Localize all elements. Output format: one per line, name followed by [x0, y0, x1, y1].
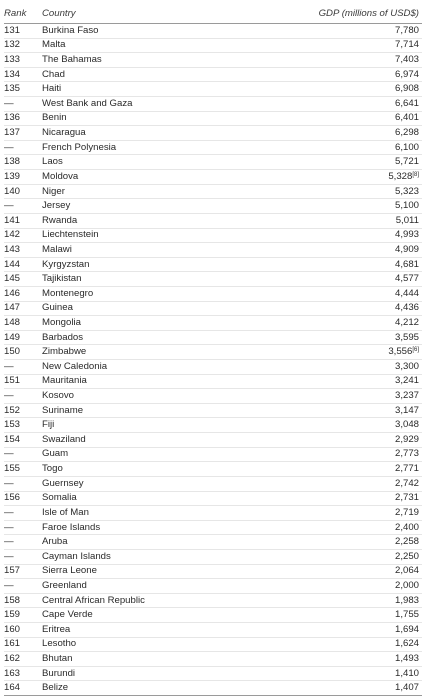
gdp-cell — [232, 535, 422, 550]
country-cell: Kyrgyzstan — [42, 257, 232, 272]
table-row — [4, 549, 422, 564]
table-row — [4, 199, 422, 214]
rank-cell: — — [4, 97, 42, 112]
gdp-value: 2,731 — [394, 492, 419, 504]
rank-cell: 142 — [4, 228, 42, 243]
rank-cell: 163 — [4, 666, 42, 681]
rank-cell: 156 — [4, 491, 42, 506]
rank-cell: 151 — [4, 374, 42, 389]
rank-cell: 148 — [4, 316, 42, 331]
country-cell: Eritrea — [42, 622, 232, 637]
table-row — [4, 622, 422, 637]
gdp-cell — [232, 447, 422, 462]
country-cell: Guam — [42, 447, 232, 462]
country-cell: Bhutan — [42, 652, 232, 667]
gdp-value: 3,556 — [388, 346, 413, 358]
table-row — [4, 345, 422, 360]
table-row — [4, 213, 422, 228]
rank-cell: — — [4, 447, 42, 462]
country-cell: Suriname — [42, 403, 232, 418]
gdp-value: 4,436 — [394, 302, 419, 314]
gdp-value: 3,237 — [394, 390, 419, 402]
country-cell: Chad — [42, 67, 232, 82]
table-header — [4, 4, 422, 24]
table-row — [4, 111, 422, 126]
rank-cell: 143 — [4, 243, 42, 258]
gdp-cell — [232, 476, 422, 491]
country-cell: Montenegro — [42, 286, 232, 301]
gdp-ranking-table — [4, 4, 422, 696]
gdp-value: 6,100 — [394, 141, 419, 153]
country-cell: Fiji — [42, 418, 232, 433]
country-cell: Rwanda — [42, 213, 232, 228]
country-cell: Lesotho — [42, 637, 232, 652]
gdp-cell — [232, 491, 422, 506]
gdp-cell — [232, 53, 422, 68]
rank-cell: 162 — [4, 652, 42, 667]
gdp-cell — [232, 418, 422, 433]
gdp-value: 2,250 — [394, 550, 419, 562]
gdp-value: 5,721 — [394, 156, 419, 168]
rank-cell: 136 — [4, 111, 42, 126]
country-cell: Haiti — [42, 82, 232, 97]
gdp-value: 2,400 — [394, 521, 419, 533]
country-cell: Cayman Islands — [42, 549, 232, 564]
country-cell: Cape Verde — [42, 608, 232, 623]
gdp-value: 2,000 — [394, 579, 419, 591]
gdp-value: 2,929 — [394, 433, 419, 445]
country-cell: Guinea — [42, 301, 232, 316]
gdp-cell — [232, 608, 422, 623]
table-row — [4, 170, 422, 185]
gdp-cell — [232, 257, 422, 272]
rank-cell: — — [4, 506, 42, 521]
country-cell: Zimbabwe — [42, 345, 232, 360]
gdp-value: 4,212 — [394, 316, 419, 328]
country-cell: Laos — [42, 155, 232, 170]
table-row — [4, 637, 422, 652]
rank-cell: — — [4, 389, 42, 404]
gdp-value: 1,694 — [394, 623, 419, 635]
table-row — [4, 82, 422, 97]
table-row — [4, 243, 422, 258]
gdp-cell — [232, 82, 422, 97]
table-row — [4, 301, 422, 316]
gdp-cell — [232, 301, 422, 316]
country-cell: Somalia — [42, 491, 232, 506]
gdp-cell — [232, 637, 422, 652]
rank-cell: 160 — [4, 622, 42, 637]
gdp-value: 1,493 — [394, 653, 419, 664]
country-cell: Faroe Islands — [42, 520, 232, 535]
rank-cell: 149 — [4, 330, 42, 345]
country-cell: Guernsey — [42, 476, 232, 491]
rank-cell: 131 — [4, 24, 42, 39]
gdp-value: 2,771 — [394, 463, 419, 475]
rank-cell: 137 — [4, 126, 42, 141]
rank-cell: 150 — [4, 345, 42, 360]
gdp-value: 1,624 — [394, 638, 419, 650]
gdp-value: 6,908 — [394, 83, 419, 95]
country-cell: Togo — [42, 462, 232, 477]
gdp-cell — [232, 111, 422, 126]
table-row — [4, 257, 422, 272]
rank-cell: — — [4, 360, 42, 375]
country-cell: Sierra Leone — [42, 564, 232, 579]
gdp-value: 7,403 — [394, 54, 419, 66]
table-row — [4, 652, 422, 667]
table-row — [4, 67, 422, 82]
gdp-cell — [232, 272, 422, 287]
gdp-value: 4,444 — [394, 287, 419, 299]
rank-cell: 161 — [4, 637, 42, 652]
rank-cell: — — [4, 549, 42, 564]
country-cell: West Bank and Gaza — [42, 97, 232, 112]
gdp-value: 4,909 — [394, 243, 419, 255]
country-cell: Niger — [42, 184, 232, 199]
gdp-cell — [232, 593, 422, 608]
table-row — [4, 579, 422, 594]
table-row — [4, 564, 422, 579]
gdp-value: 7,714 — [394, 39, 419, 51]
country-cell: Moldova — [42, 170, 232, 185]
table-row — [4, 403, 422, 418]
country-cell: Burkina Faso — [42, 24, 232, 39]
gdp-cell — [232, 67, 422, 82]
rank-cell: 139 — [4, 170, 42, 185]
gdp-value: 2,719 — [394, 506, 419, 518]
table-row — [4, 374, 422, 389]
gdp-cell — [232, 579, 422, 594]
country-cell: Swaziland — [42, 433, 232, 448]
gdp-cell — [232, 403, 422, 418]
gdp-cell — [232, 564, 422, 579]
country-cell: Aruba — [42, 535, 232, 550]
table-row — [4, 535, 422, 550]
gdp-cell — [232, 213, 422, 228]
table-row — [4, 389, 422, 404]
country-cell: Tajikistan — [42, 272, 232, 287]
rank-cell: 154 — [4, 433, 42, 448]
rank-cell: 135 — [4, 82, 42, 97]
gdp-value: 7,780 — [394, 24, 419, 36]
gdp-cell — [232, 97, 422, 112]
table-row — [4, 447, 422, 462]
table-row — [4, 476, 422, 491]
gdp-cell — [232, 184, 422, 199]
rank-cell: 146 — [4, 286, 42, 301]
country-cell: Malawi — [42, 243, 232, 258]
rank-cell: 141 — [4, 213, 42, 228]
rank-cell: 138 — [4, 155, 42, 170]
gdp-cell — [232, 24, 422, 39]
country-cell: Jersey — [42, 199, 232, 214]
country-cell: Central African Republic — [42, 593, 232, 608]
table-row — [4, 184, 422, 199]
country-cell: Kosovo — [42, 389, 232, 404]
table-row — [4, 97, 422, 112]
table-row — [4, 24, 422, 39]
rank-cell: 159 — [4, 608, 42, 623]
gdp-value: 1,407 — [394, 682, 419, 694]
table-row — [4, 155, 422, 170]
gdp-cell — [232, 666, 422, 681]
gdp-cell — [232, 170, 422, 185]
gdp-cell — [232, 316, 422, 331]
rank-cell: 153 — [4, 418, 42, 433]
table-row — [4, 418, 422, 433]
country-cell: The Bahamas — [42, 53, 232, 68]
gdp-cell — [232, 345, 422, 360]
table-row — [4, 228, 422, 243]
gdp-value: 2,258 — [394, 536, 419, 548]
table-row — [4, 462, 422, 477]
rank-cell: 152 — [4, 403, 42, 418]
rank-cell: — — [4, 476, 42, 491]
gdp-value: 2,742 — [394, 477, 419, 489]
rank-cell: — — [4, 199, 42, 214]
table-row — [4, 593, 422, 608]
rank-cell: — — [4, 520, 42, 535]
rank-cell: 155 — [4, 462, 42, 477]
header-row — [4, 4, 422, 24]
table-row — [4, 53, 422, 68]
gdp-cell — [232, 228, 422, 243]
gdp-value: 1,410 — [394, 667, 419, 679]
table-row — [4, 681, 422, 696]
gdp-value: 5,100 — [394, 200, 419, 212]
country-cell: Belize — [42, 681, 232, 696]
gdp-value: 3,300 — [394, 360, 419, 372]
gdp-value: 5,011 — [395, 214, 419, 226]
gdp-value: 6,401 — [394, 112, 419, 124]
rank-cell: — — [4, 535, 42, 550]
header-rank: Rank — [4, 4, 42, 24]
rank-cell: 147 — [4, 301, 42, 316]
gdp-cell — [232, 286, 422, 301]
footnote-marker: [8] — [412, 171, 419, 178]
table-row — [4, 520, 422, 535]
gdp-value: 6,974 — [394, 68, 419, 80]
rank-cell: — — [4, 140, 42, 155]
gdp-value: 1,983 — [394, 594, 419, 606]
table-row — [4, 506, 422, 521]
gdp-value: 1,755 — [394, 609, 419, 621]
table-row — [4, 272, 422, 287]
gdp-value: 3,241 — [394, 375, 419, 387]
country-cell: Liechtenstein — [42, 228, 232, 243]
table-body — [4, 24, 422, 696]
gdp-value: 6,298 — [394, 127, 419, 139]
country-cell: Mongolia — [42, 316, 232, 331]
gdp-cell — [232, 243, 422, 258]
table-row — [4, 140, 422, 155]
gdp-cell — [232, 199, 422, 214]
gdp-value: 2,773 — [394, 448, 419, 460]
gdp-cell — [232, 681, 422, 696]
gdp-cell — [232, 330, 422, 345]
country-cell: New Caledonia — [42, 360, 232, 375]
gdp-cell — [232, 126, 422, 141]
country-cell: Nicaragua — [42, 126, 232, 141]
table-row — [4, 38, 422, 53]
rank-cell: 133 — [4, 53, 42, 68]
rank-cell: 140 — [4, 184, 42, 199]
country-cell: Malta — [42, 38, 232, 53]
country-cell: Isle of Man — [42, 506, 232, 521]
rank-cell: 145 — [4, 272, 42, 287]
table-row — [4, 286, 422, 301]
gdp-cell — [232, 433, 422, 448]
rank-cell: 164 — [4, 681, 42, 696]
country-cell: Greenland — [42, 579, 232, 594]
table-row — [4, 316, 422, 331]
gdp-cell — [232, 155, 422, 170]
header-gdp: GDP (millions of USD$) — [232, 4, 422, 24]
gdp-cell — [232, 652, 422, 667]
gdp-value: 4,681 — [394, 258, 419, 270]
country-cell: Burundi — [42, 666, 232, 681]
gdp-cell — [232, 389, 422, 404]
rank-cell: — — [4, 579, 42, 594]
gdp-cell — [232, 462, 422, 477]
rank-cell: 132 — [4, 38, 42, 53]
header-country: Country — [42, 4, 232, 24]
country-cell: Benin — [42, 111, 232, 126]
table-row — [4, 126, 422, 141]
gdp-value: 3,595 — [394, 331, 419, 343]
gdp-value: 4,993 — [394, 229, 419, 241]
gdp-cell — [232, 520, 422, 535]
gdp-value: 3,048 — [394, 419, 419, 431]
table-row — [4, 330, 422, 345]
footnote-marker: [6] — [412, 347, 419, 354]
gdp-cell — [232, 549, 422, 564]
table-row — [4, 433, 422, 448]
rank-cell: 144 — [4, 257, 42, 272]
rank-cell: 134 — [4, 67, 42, 82]
gdp-value: 4,577 — [394, 273, 419, 285]
gdp-cell — [232, 622, 422, 637]
gdp-cell — [232, 360, 422, 375]
gdp-value: 5,323 — [394, 185, 419, 197]
country-cell: Barbados — [42, 330, 232, 345]
table-row — [4, 360, 422, 375]
rank-cell: 158 — [4, 593, 42, 608]
gdp-cell — [232, 38, 422, 53]
table-row — [4, 491, 422, 506]
gdp-value: 3,147 — [394, 404, 419, 416]
gdp-value: 6,641 — [394, 97, 419, 109]
gdp-cell — [232, 374, 422, 389]
gdp-cell — [232, 506, 422, 521]
country-cell: French Polynesia — [42, 140, 232, 155]
country-cell: Mauritania — [42, 374, 232, 389]
gdp-value: 2,064 — [394, 565, 419, 577]
rank-cell: 157 — [4, 564, 42, 579]
gdp-cell — [232, 140, 422, 155]
table-row — [4, 608, 422, 623]
gdp-value: 5,328 — [388, 170, 413, 182]
table-row — [4, 666, 422, 681]
